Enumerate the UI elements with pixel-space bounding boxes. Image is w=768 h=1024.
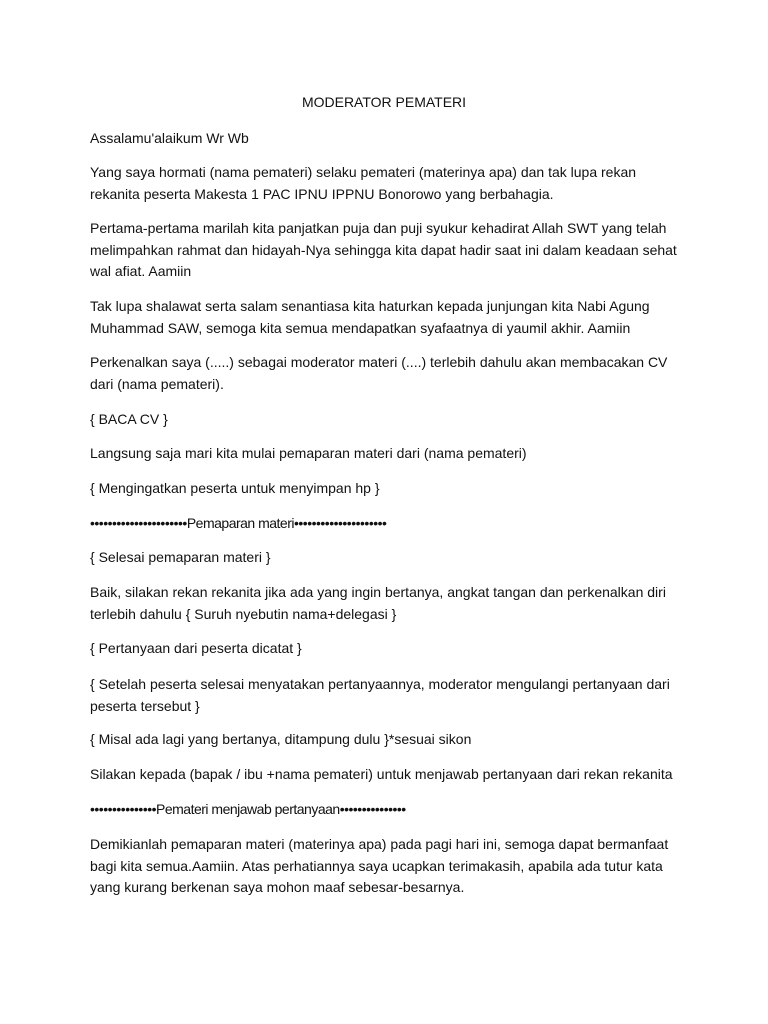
paragraph-closing: Demikianlah pemaparan materi (materinya apa) pada pagi hari ini, semoga dapat bermanfaat bagi kita semua.Aamiin. Atas perhatiannya saya ucapkan terimakasih, apabila ada tutur kata yang kurang berkenan saya mohon maaf sebesar-besarnya.	[90, 836, 669, 895]
paragraph-question-noted: { Pertanyaan dari peserta dicatat }	[90, 640, 302, 656]
divider-pemaparan-materi: ••••••••••••••••••••••Pemaparan materi•••••••••••••••••••••	[90, 515, 387, 531]
paragraph-more-questions: { Misal ada lagi yang bertanya, ditampung dulu }*sesuai sikon	[90, 731, 472, 747]
paragraph-start-materi: Langsung saja mari kita mulai pemaparan materi dari (nama pemateri)	[90, 445, 527, 461]
paragraph-selesai-pemaparan: { Selesai pemaparan materi }	[90, 549, 271, 565]
paragraph-shalawat: Tak lupa shalawat serta salam senantiasa kita haturkan kepada junjungan kita Nabi Agung Muhammad SAW, semoga kita semua mendapatkan syafaatnya di yaumil akhir. Aamiin	[90, 298, 650, 336]
page-title: MODERATOR PEMATERI	[301, 94, 467, 110]
paragraph-answer-invite: Silakan kepada (bapak / ibu +nama pemateri) untuk menjawab pertanyaan dari rekan rekanita	[90, 766, 673, 782]
paragraph-opening-praise: Pertama-pertama marilah kita panjatkan puja dan puji syukur kehadirat Allah SWT yang telah melimpahkan rahmat dan hidayah-Nya sehingga kita dapat hadir saat ini dalam keadaan sehat wal afiat. Aamiin	[90, 220, 677, 279]
paragraph-salutation: Yang saya hormati (nama pemateri) selaku pemateri (materinya apa) dan tak lupa rekan rekanita peserta Makesta 1 PAC IPNU IPPNU Bonorowo yang berbahagia.	[90, 164, 637, 202]
paragraph-reminder-hp: { Mengingatkan peserta untuk menyimpan hp }	[90, 480, 380, 496]
paragraph-greeting: Assalamu'alaikum Wr Wb	[90, 130, 249, 146]
paragraph-introduction: Perkenalkan saya (.....) sebagai moderator materi (....) terlebih dahulu akan membacakan CV dari (nama pemateri).	[90, 354, 668, 392]
paragraph-question-repeat: { Setelah peserta selesai menyatakan pertanyaannya, moderator mengulangi pertanyaan dari peserta tersebut }	[90, 676, 670, 714]
paragraph-baca-cv: { BACA CV }	[90, 411, 168, 427]
paragraph-question-invite: Baik, silakan rekan rekanita jika ada yang ingin bertanya, angkat tangan dan perkenalkan diri terlebih dahulu { Suruh nyebutin nama+delegasi }	[90, 584, 666, 622]
divider-pemateri-menjawab: •••••••••••••••Pemateri menjawab pertanyaan•••••••••••••••	[90, 801, 406, 817]
